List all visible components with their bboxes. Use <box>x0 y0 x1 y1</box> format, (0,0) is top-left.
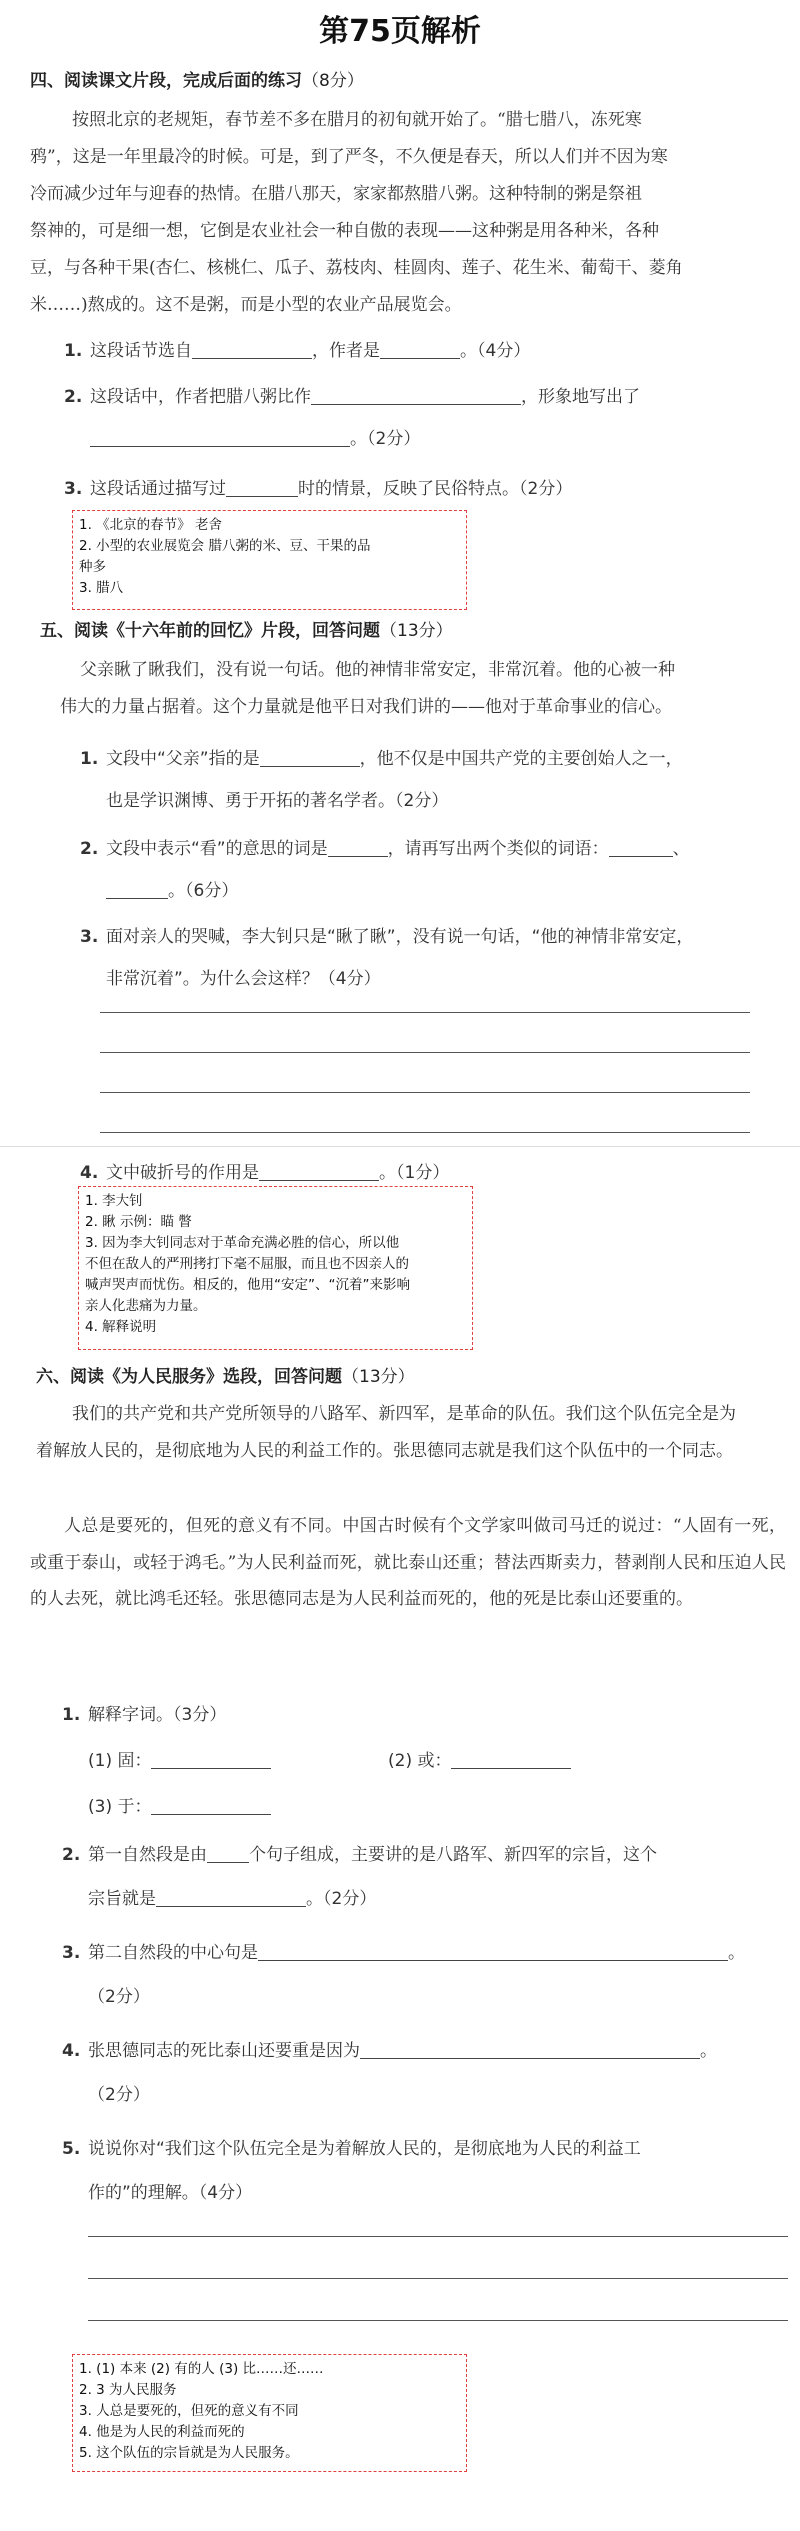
page-title: 第75页解析 <box>319 14 481 49</box>
answer-blank[interactable] <box>609 839 673 857</box>
answer-line: 4. 他是为人民的利益而死的 <box>79 2424 245 2440</box>
answer-line: 2. 小型的农业展览会 腊八粥的米、豆、干果的品 <box>79 538 371 554</box>
answer-line: 3. 因为李大钊同志对于革命充满必胜的信心，所以他 <box>85 1235 400 1251</box>
answer-blank[interactable] <box>156 1889 306 1907</box>
answer-line: 5. 这个队伍的宗旨就是为人民服务。 <box>79 2445 299 2461</box>
sec5-question-3-cont: 非常沉着”。为什么会这样？（4分） <box>106 969 381 989</box>
answer-line: 不但在敌人的严刑拷打下毫不屈服，而且也不因亲人的 <box>85 1256 409 1272</box>
sec6-question-5: 5. 说说你对“我们这个队伍完全是为着解放人民的，是彻底地为人民的利益工 <box>62 2139 641 2159</box>
answer-line: 1. 李大钊 <box>85 1193 143 1209</box>
sec6-question-1-item: (3) 于： <box>88 1792 271 1817</box>
sec6-paragraph-1: 我们的共产党和共产党所领导的八路军、新四军，是革命的队伍。我们这个队伍完全是为着解放人民的，是彻底地为人民的利益工作的。张思德同志就是我们这个队伍中的一个同志。 <box>36 1404 736 1461</box>
sec5-question-2-cont: 。（6分） <box>106 876 238 901</box>
sec4-question-3: 3. 这段话通过描写过 时的情景，反映了民俗特点。（2分） <box>64 479 573 499</box>
answer-blank[interactable] <box>151 1751 271 1769</box>
sec5-question-1: 1. 文段中“父亲”指的是 ，他不仅是中国共产党的主要创始人之一， <box>80 749 683 769</box>
scan-seam <box>0 1146 800 1147</box>
sec4-question-2: 2. 这段话中，作者把腊八粥比作 ，形象地写出了 <box>64 387 640 407</box>
section-4-heading: 四、阅读课文片段，完成后面的练习（8分） <box>30 71 364 91</box>
answer-line: 喊声哭声而忧伤。相反的，他用“安定”、“沉着”来影响 <box>85 1277 410 1293</box>
answer-line: 3. 人总是要死的，但死的意义有不同 <box>79 2403 299 2419</box>
answer-line-blank[interactable] <box>100 1132 750 1133</box>
answer-blank[interactable] <box>360 2041 700 2059</box>
sec4-passage-line: 米……)熬成的。这不是粥，而是小型的农业产品展览会。 <box>30 295 462 315</box>
sec4-question-1: 1. 这段话节选自 ，作者是 。（4分） <box>64 341 531 361</box>
answer-line: 2. 瞅 示例：瞄 瞥 <box>85 1214 192 1230</box>
answer-line: 亲人化悲痛为力量。 <box>85 1298 207 1314</box>
sec5-question-1-cont: 也是学识渊博、勇于开拓的著名学者。（2分） <box>106 791 449 811</box>
answer-blank[interactable] <box>192 341 312 359</box>
answer-blank[interactable] <box>151 1797 271 1815</box>
sec4-passage-line: 祭神的，可是细一想，它倒是农业社会一种自傲的表现——这种粥是用各种米，各种 <box>30 221 659 241</box>
answer-blank[interactable] <box>90 429 350 447</box>
answer-blank[interactable] <box>207 1845 249 1863</box>
answer-blank[interactable] <box>226 479 298 497</box>
answer-blank[interactable] <box>260 749 360 767</box>
sec6-question-3: 3. 第二自然段的中心句是 。 <box>62 1943 745 1963</box>
sec4-question-2-cont: 。（2分） <box>90 424 420 449</box>
sec4-passage-line: 豆，与各种干果(杏仁、核桃仁、瓜子、荔枝肉、桂圆肉、莲子、花生米、葡萄干、菱角 <box>30 258 683 278</box>
answer-line: 1. 《北京的春节》 老舍 <box>79 517 222 533</box>
sec6-question-4: 4. 张思德同志的死比泰山还要重是因为 。 <box>62 2041 717 2061</box>
answer-blank[interactable] <box>258 1943 728 1961</box>
sec6-question-2: 2. 第一自然段是由 个句子组成，主要讲的是八路军、新四军的宗旨，这个 <box>62 1845 657 1865</box>
sec6-paragraph-2: 人总是要死的，但死的意义有不同。中国古时候有个文学家叫做司马迁的说过：“人固有一死，或重于泰山，或轻于鸿毛。”为人民利益而死，就比泰山还重；替法西斯卖力，替剥削人民和压迫人民的人去死，就比鸿毛还轻。张思德同志是为人民利益而死的，他的死是比泰山还要重的。 <box>30 1516 786 1609</box>
sec5-answer-box <box>78 1186 473 1350</box>
sec5-question-2: 2. 文段中表示“看”的意思的词是 ，请再写出两个类似的词语： 、 <box>80 839 690 859</box>
sec6-question-1-item: (1) 固： <box>88 1746 271 1771</box>
answer-line: 4. 解释说明 <box>85 1319 157 1335</box>
answer-blank[interactable] <box>380 341 460 359</box>
answer-line: 2. 3 为人民服务 <box>79 2382 177 2398</box>
answer-blank[interactable] <box>106 881 168 899</box>
answer-line: 种多 <box>79 559 106 575</box>
sec5-passage-line: 伟大的力量占据着。这个力量就是他平日对我们讲的——他对于革命事业的信心。 <box>60 697 672 717</box>
sec6-question-3-cont: （2分） <box>88 1987 150 2007</box>
sec6-question-1-item: (2) 或： <box>388 1746 571 1771</box>
answer-line: 1. (1) 本来 (2) 有的人 (3) 比……还…… <box>79 2361 324 2377</box>
answer-blank[interactable] <box>311 387 521 405</box>
sec4-passage-line: 按照北京的老规矩，春节差不多在腊月的初旬就开始了。“腊七腊八，冻死寒 <box>72 110 642 130</box>
sec4-passage-line: 鸦”，这是一年里最冷的时候。可是，到了严冬，不久便是春天，所以人们并不因为寒 <box>30 147 668 167</box>
sec4-answer-box <box>72 510 467 610</box>
sec6-question-2-cont: 宗旨就是 。（2分） <box>88 1889 377 1909</box>
answer-blank[interactable] <box>259 1163 379 1181</box>
sec6-question-5-cont: 作的”的理解。（4分） <box>88 2183 253 2203</box>
answer-line-blank[interactable] <box>100 1092 750 1093</box>
sec6-question-1: 1. 解释字词。（3分） <box>62 1705 227 1725</box>
answer-line-blank[interactable] <box>88 2278 788 2279</box>
sec6-answer-box <box>72 2354 467 2472</box>
answer-line-blank[interactable] <box>100 1052 750 1053</box>
sec6-question-4-cont: （2分） <box>88 2085 150 2105</box>
answer-line-blank[interactable] <box>88 2236 788 2237</box>
answer-blank[interactable] <box>451 1751 571 1769</box>
section-6-heading: 六、阅读《为人民服务》选段，回答问题（13分） <box>36 1367 415 1387</box>
answer-line-blank[interactable] <box>100 1012 750 1013</box>
sec5-question-3: 3. 面对亲人的哭喊，李大钊只是“瞅了瞅”，没有说一句话，“他的神情非常安定， <box>80 927 694 947</box>
answer-line: 3. 腊八 <box>79 580 124 596</box>
answer-line-blank[interactable] <box>88 2320 788 2321</box>
answer-blank[interactable] <box>328 839 388 857</box>
sec4-passage-line: 冷而减少过年与迎春的热情。在腊八那天，家家都熬腊八粥。这种特制的粥是祭祖 <box>30 184 642 204</box>
section-5-heading: 五、阅读《十六年前的回忆》片段，回答问题（13分） <box>40 621 453 641</box>
sec5-question-4: 4. 文中破折号的作用是 。（1分） <box>80 1163 450 1183</box>
sec5-passage-line: 父亲瞅了瞅我们，没有说一句话。他的神情非常安定，非常沉着。他的心被一种 <box>80 660 675 680</box>
